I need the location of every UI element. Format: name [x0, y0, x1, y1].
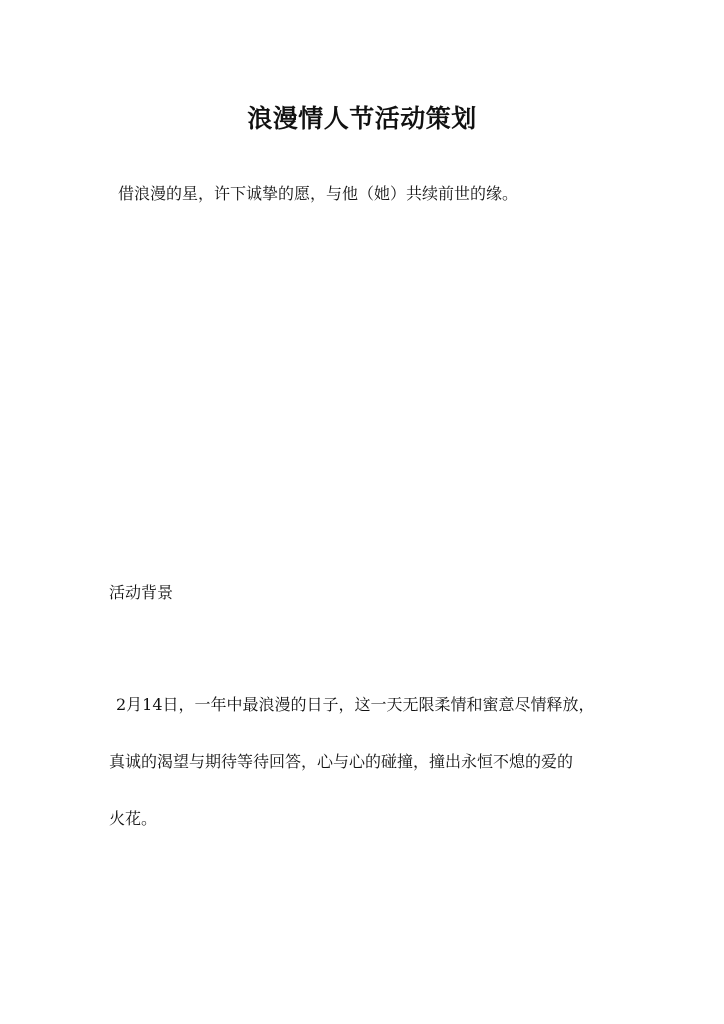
paragraph-line: 真诚的渴望与期待等待回答，心与心的碰撞，撞出永恒不熄的爱的: [109, 752, 574, 771]
document-title: 浪漫情人节活动策划: [247, 104, 477, 133]
paragraph-line: 火花。: [109, 809, 158, 828]
paragraph-line: 2月14日，一年中最浪漫的日子，这一天无限柔情和蜜意尽情释放，: [116, 695, 595, 714]
section-heading: 活动背景: [109, 583, 174, 602]
intro-text: 借浪漫的星，许下诚挚的愿，与他（她）共续前世的缘。: [118, 184, 519, 203]
